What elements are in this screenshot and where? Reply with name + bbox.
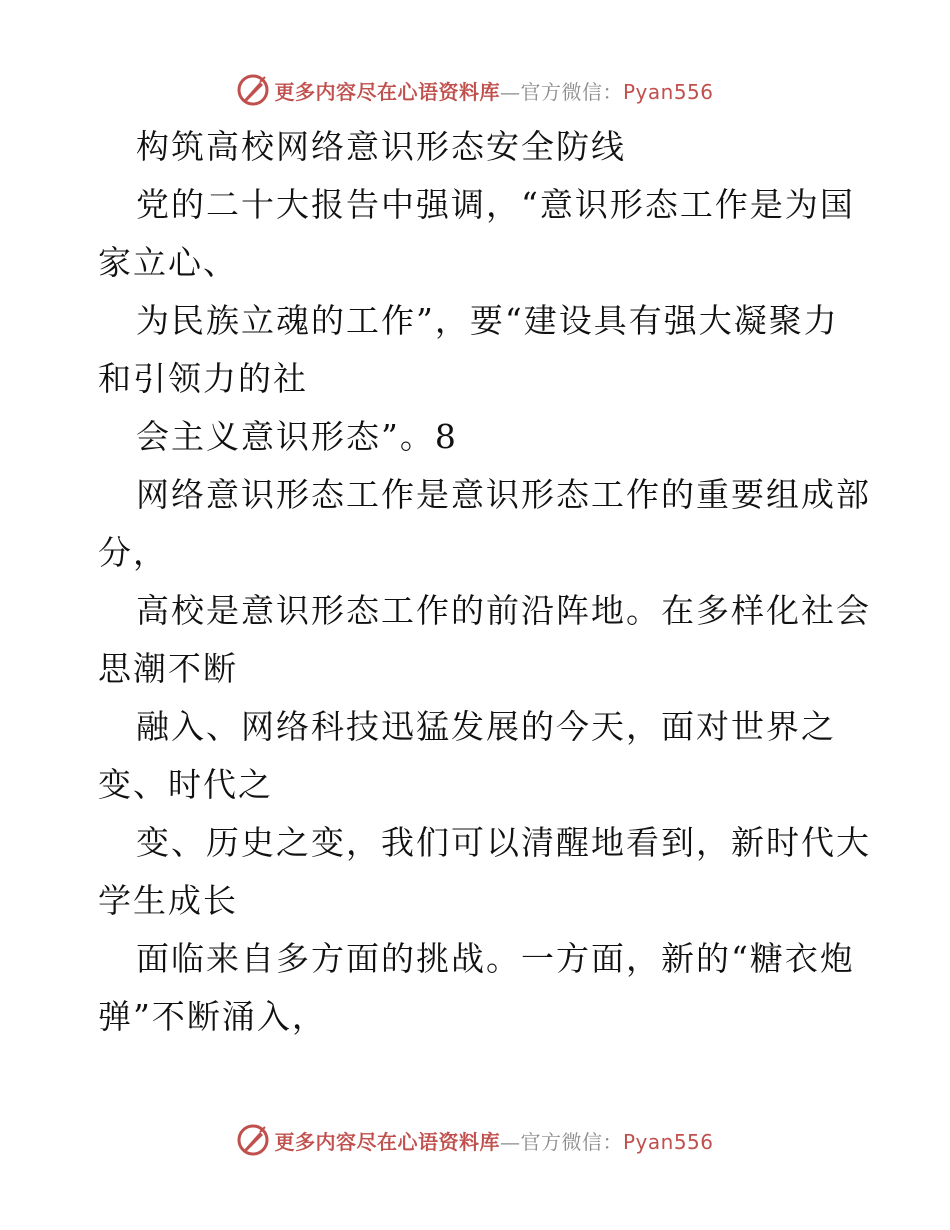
text-line: 变、历史之变，我们可以清醒地看到，新时代大 (136, 823, 871, 862)
text-line: 弹”不断涌入， (98, 997, 327, 1036)
watermark-brand: 更多内容尽在心语资料库 (274, 1129, 500, 1154)
text-line: 网络意识形态工作是意识形态工作的重要组成部 (136, 475, 871, 514)
watermark-text (274, 76, 713, 105)
text-line: 和引领力的社 (98, 359, 308, 398)
text-line: 家立心、 (98, 243, 238, 282)
document-title: 构筑高校网络意识形态安全防线 (136, 127, 626, 166)
watermark-brand: 更多内容尽在心语资料库 (274, 79, 500, 104)
watermark-wechat-label: 官方微信： (520, 79, 623, 104)
document-body (98, 118, 871, 1046)
watermark-wechat-id: Pyan556 (622, 79, 714, 104)
text-line: 学生成长 (98, 881, 238, 920)
text-line: 党的二十大报告中强调，“意识形态工作是为国 (136, 185, 855, 224)
text-line: 变、时代之 (98, 765, 273, 804)
text-line: 高校是意识形态工作的前沿阵地。在多样化社会 (136, 591, 871, 630)
quill-logo-icon (236, 1123, 270, 1157)
watermark-separator: — (499, 1129, 521, 1154)
quill-logo-icon (236, 73, 270, 107)
text-line: 面临来自多方面的挑战。一方面，新的“糖衣炮 (136, 939, 855, 978)
text-line: 融入、网络科技迅猛发展的今天，面对世界之 (136, 707, 836, 746)
text-line: 为民族立魂的工作”，要“建设具有强大凝聚力 (136, 301, 839, 340)
footer-watermark (0, 1120, 950, 1160)
text-line: 会主义意识形态”。8 (136, 417, 458, 456)
text-line: 分， (98, 533, 168, 572)
text-line: 思潮不断 (98, 649, 238, 688)
watermark-wechat-label: 官方微信： (520, 1129, 623, 1154)
watermark-wechat-id: Pyan556 (622, 1129, 714, 1154)
watermark-separator: — (499, 79, 521, 104)
header-watermark (0, 70, 950, 110)
watermark-text (274, 1126, 713, 1155)
